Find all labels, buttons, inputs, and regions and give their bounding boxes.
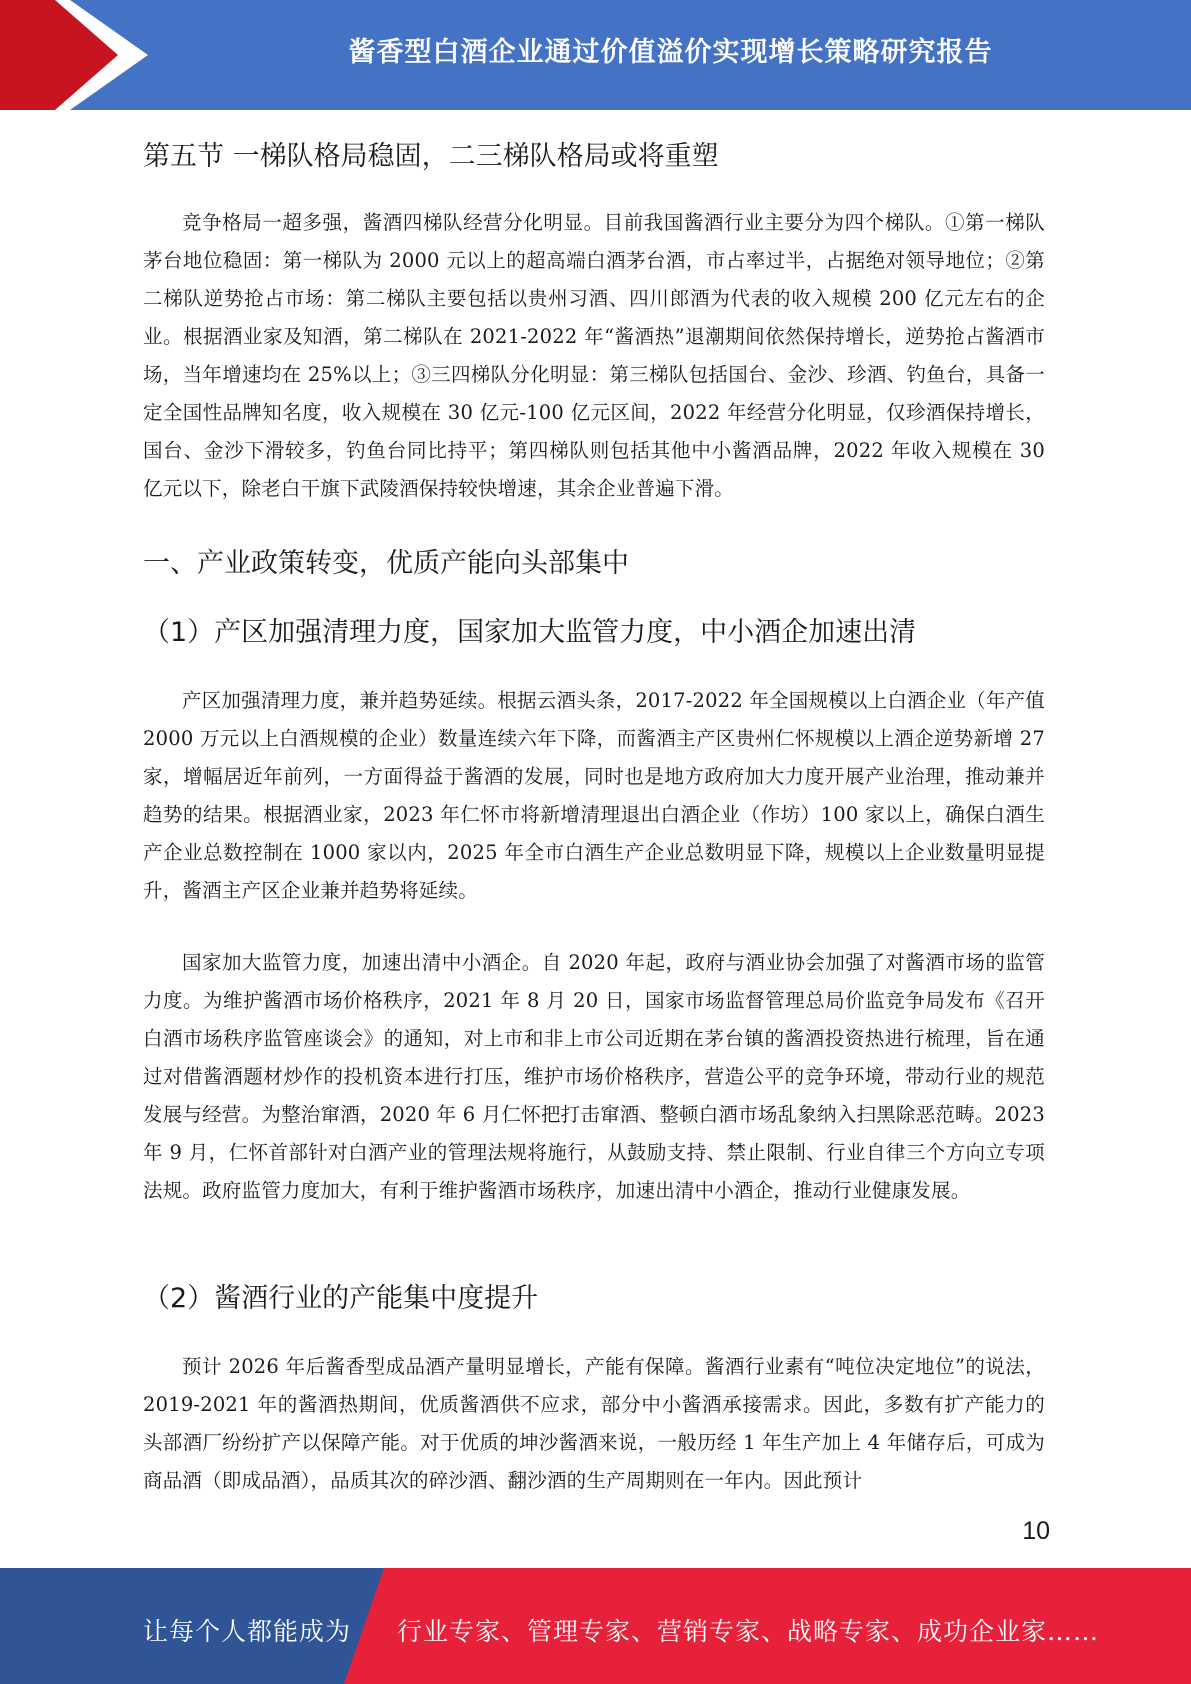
page-header <box>0 0 1191 110</box>
page-number: 10 <box>1022 1517 1050 1545</box>
paragraph-capacity: 预计 2026 年后酱香型成品酒产量明显增长，产能有保障。酱酒行业素有“吨位决定地位”的说法，2019-2021 年的酱酒热期间，优质酱酒供不应求，部分中小酱酒承接需求。因此，多数有扩产能力的头部酒厂纷纷扩产以保障产能。对于优质的坤沙酱酒来说，一般历经 1 年生产加上 4 年储存后，可成为商品酒（即成品酒），品质其次的碎沙酒、翻沙酒的生产周期则在一年内。因此预计 <box>143 1355 1045 1492</box>
subsection-heading-1: （1）产区加强清理力度，国家加大监管力度，中小酒企加速出清 <box>143 617 917 648</box>
paragraph-cleanup: 产区加强清理力度，兼并趋势延续。根据云酒头条，2017-2022 年全国规模以上白酒企业（年产值 2000 万元以上白酒规模的企业）数量连续六年下降，而酱酒主产区贵州仁怀规模以上酒企逆势新增 27 家，增幅居近年前列，一方面得益于酱酒的发展，同时也是地方政府加大力度开展产业治理，推动兼并趋势的结果。根据酒业家，2023 年仁怀市将新增清理退出白酒企业（作坊）100 家以上，确保白酒生产企业总数控制在 1000 家以内，2025 年全市白酒生产企业总数明显下降，规模以上企业数量明显提升，酱酒主产区企业兼并趋势将延续。 <box>143 689 1045 902</box>
page-footer <box>0 1568 1191 1684</box>
paragraph-competition: 竞争格局一超多强，酱酒四梯队经营分化明显。目前我国酱酒行业主要分为四个梯队。①第一梯队茅台地位稳固：第一梯队为 2000 元以上的超高端白酒茅台酒，市占率过半，占据绝对领导地位；②第二梯队逆势抢占市场：第二梯队主要包括以贵州习酒、四川郎酒为代表的收入规模 200 亿元左右的企业。根据酒业家及知酒，第二梯队在 2021-2022 年“酱酒热”退潮期间依然保持增长，逆势抢占酱酒市场，当年增速均在 25%以上；③三四梯队分化明显：第三梯队包括国台、金沙、珍酒、钓鱼台，具备一定全国性品牌知名度，收入规模在 30 亿元-100 亿元区间，2022 年经营分化明显，仅珍酒保持增长，国台、金沙下滑较多，钓鱼台同比持平；第四梯队则包括其他中小酱酒品牌，2022 年收入规模在 30 亿元以下，除老白干旗下武陵酒保持较快增速，其余企业普遍下滑。 <box>143 211 1045 500</box>
red-chevron-icon <box>0 0 160 110</box>
footer-slogan-right: 行业专家、管理专家、营销专家、战略专家、成功企业家…… <box>397 1617 1100 1646</box>
part-heading: 一、产业政策转变，优质产能向头部集中 <box>143 548 629 579</box>
report-title: 酱香型白酒企业通过价值溢价实现增长策略研究报告 <box>348 37 993 68</box>
paragraph-regulation: 国家加大监管力度，加速出清中小酒企。自 2020 年起，政府与酒业协会加强了对酱酒市场的监管力度。为维护酱酒市场价格秩序，2021 年 8 月 20 日，国家市场监督管理总局价监竞争局发布《召开白酒市场秩序监管座谈会》的通知，对上市和非上市公司近期在茅台镇的酱酒投资热进行梳理，旨在通过对借酱酒题材炒作的投机资本进行打压，维护市场价格秩序，营造公平的竞争环境，带动行业的规范发展与经营。为整治窜酒，2020 年 6 月仁怀把打击窜酒、整顿白酒市场乱象纳入扫黑除恶范畴。2023 年 9 月，仁怀首部针对白酒产业的管理法规将施行，从鼓励支持、禁止限制、行业自律三个方向立专项法规。政府监管力度加大，有利于维护酱酒市场秩序，加速出清中小酒企，推动行业健康发展。 <box>143 951 1045 1202</box>
section-heading: 第五节 一梯队格局稳固，二三梯队格局或将重塑 <box>143 141 719 172</box>
subsection-heading-2: （2）酱酒行业的产能集中度提升 <box>143 1283 539 1314</box>
footer-slogan-left: 让每个人都能成为 <box>143 1617 352 1646</box>
